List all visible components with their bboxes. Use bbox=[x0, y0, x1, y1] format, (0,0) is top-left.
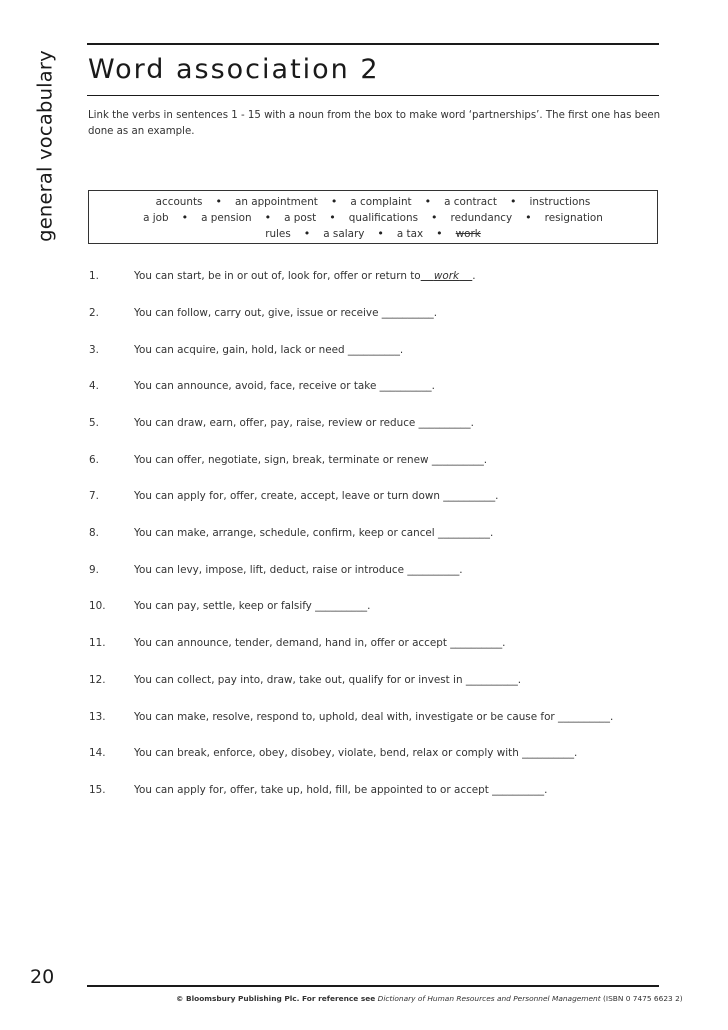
question-number: 6. bbox=[89, 454, 99, 466]
top-rule bbox=[87, 43, 659, 45]
bullet-separator: • bbox=[215, 195, 222, 208]
question-sentence: You can apply for, offer, create, accept, leave or turn down __________. bbox=[134, 490, 499, 502]
question-number: 13. bbox=[89, 711, 106, 723]
word-box-item: a complaint bbox=[350, 196, 412, 208]
question-number: 15. bbox=[89, 784, 106, 796]
question-sentence: You can levy, impose, lift, deduct, raise or introduce __________. bbox=[134, 564, 463, 576]
footer-book-title: Dictionary of Human Resources and Personnel Management bbox=[377, 994, 601, 1003]
question-number: 8. bbox=[89, 527, 99, 539]
question-sentence: You can pay, settle, keep or falsify __________. bbox=[134, 600, 371, 612]
question-number: 2. bbox=[89, 307, 99, 319]
question-number: 5. bbox=[89, 417, 99, 429]
question-text bbox=[134, 380, 435, 392]
bullet-separator: • bbox=[264, 211, 272, 224]
word-box-item: a tax bbox=[396, 228, 424, 240]
bullet-separator: • bbox=[377, 227, 384, 240]
question-number: 9. bbox=[89, 564, 99, 576]
word-box bbox=[88, 190, 658, 244]
question-number: 10. bbox=[89, 600, 106, 612]
question-text bbox=[134, 527, 493, 539]
question-sentence: You can collect, pay into, draw, take out, qualify for or invest in __________. bbox=[134, 674, 522, 686]
question-sentence: You can start, be in or out of, look for, offer or return to bbox=[134, 270, 421, 282]
instructions: Link the verbs in sentences 1 - 15 with a noun from the box to make word ‘partnerships’. The first one has been done as an example. bbox=[88, 110, 661, 137]
question-text bbox=[134, 564, 463, 576]
question-sentence: You can break, enforce, obey, disobey, violate, bend, relax or comply with __________. bbox=[134, 747, 578, 759]
word-box-item: a contract bbox=[444, 196, 497, 208]
word-box-item: instructions bbox=[529, 196, 591, 208]
side-label-text: general vocabulary bbox=[33, 50, 57, 242]
question-sentence: You can announce, avoid, face, receive or take __________. bbox=[134, 380, 435, 392]
word-box-item: a salary bbox=[323, 228, 365, 240]
bullet-separator: • bbox=[181, 211, 189, 224]
bottom-rule bbox=[87, 985, 659, 987]
question-text bbox=[134, 270, 476, 282]
bullet-separator: • bbox=[329, 211, 336, 224]
question-sentence: You can acquire, gain, hold, lack or need __________. bbox=[134, 344, 404, 356]
question-text bbox=[134, 600, 370, 612]
bullet-separator: • bbox=[509, 195, 517, 208]
footer-copyright: © Bloomsbury Publishing Plc. For reference see bbox=[176, 994, 376, 1003]
question-text bbox=[134, 637, 505, 649]
question-text bbox=[134, 490, 498, 502]
bullet-separator: • bbox=[424, 195, 432, 208]
question-sentence: You can offer, negotiate, sign, break, terminate or renew __________. bbox=[134, 454, 488, 466]
question-sentence: You can follow, carry out, give, issue or receive __________. bbox=[134, 307, 438, 319]
question-text bbox=[134, 454, 487, 466]
word-box-item: a job bbox=[143, 212, 169, 224]
question-text bbox=[134, 307, 437, 319]
word-box-item: work bbox=[455, 228, 481, 240]
word-box-row bbox=[89, 227, 657, 240]
word-box-item: rules bbox=[265, 228, 291, 240]
question-number: 1. bbox=[89, 270, 99, 282]
word-box-item: qualifications bbox=[348, 212, 419, 224]
word-box-item: redundancy bbox=[450, 212, 513, 224]
bullet-separator: • bbox=[436, 227, 443, 240]
question-sentence: You can make, arrange, schedule, confirm, keep or cancel __________. bbox=[134, 527, 494, 539]
question-number: 11. bbox=[89, 637, 106, 649]
question-number: 7. bbox=[89, 490, 99, 502]
bullet-separator: • bbox=[525, 211, 532, 224]
bullet-separator: • bbox=[431, 211, 438, 224]
question-text bbox=[134, 417, 474, 429]
question-sentence: You can apply for, offer, take up, hold, fill, be appointed to or accept __________. bbox=[134, 784, 548, 796]
question-number: 4. bbox=[89, 380, 99, 392]
question-number: 12. bbox=[89, 674, 106, 686]
word-box-item: an appointment bbox=[234, 196, 318, 208]
question-text bbox=[134, 711, 613, 723]
word-box-item: accounts bbox=[155, 196, 203, 208]
question-sentence: You can announce, tender, demand, hand in, offer or accept __________. bbox=[134, 637, 506, 649]
page-title: Word association 2 bbox=[88, 54, 380, 85]
bullet-separator: • bbox=[330, 195, 338, 208]
footer bbox=[176, 994, 683, 1003]
question-sentence: You can make, resolve, respond to, uphold, deal with, investigate or be cause for __________. bbox=[134, 711, 614, 723]
word-box-row bbox=[89, 195, 657, 208]
word-box-item: a post bbox=[284, 212, 317, 224]
footer-isbn: (ISBN 0 7475 6623 2) bbox=[603, 994, 683, 1003]
sentence-end: . bbox=[472, 270, 476, 282]
question-number: 3. bbox=[89, 344, 99, 356]
question-text bbox=[134, 674, 521, 686]
example-answer: work bbox=[433, 270, 460, 282]
word-box-item: resignation bbox=[544, 212, 603, 224]
question-sentence: You can draw, earn, offer, pay, raise, review or reduce __________. bbox=[134, 417, 474, 429]
question-text bbox=[134, 784, 547, 796]
side-label bbox=[28, 48, 62, 244]
question-text bbox=[134, 344, 403, 356]
bullet-separator: • bbox=[303, 227, 311, 240]
question-number: 14. bbox=[89, 747, 106, 759]
word-box-item: a pension bbox=[201, 212, 252, 224]
question-text bbox=[134, 747, 577, 759]
title-rule bbox=[87, 95, 659, 96]
page-number: 20 bbox=[30, 966, 55, 988]
word-box-row bbox=[89, 211, 657, 224]
